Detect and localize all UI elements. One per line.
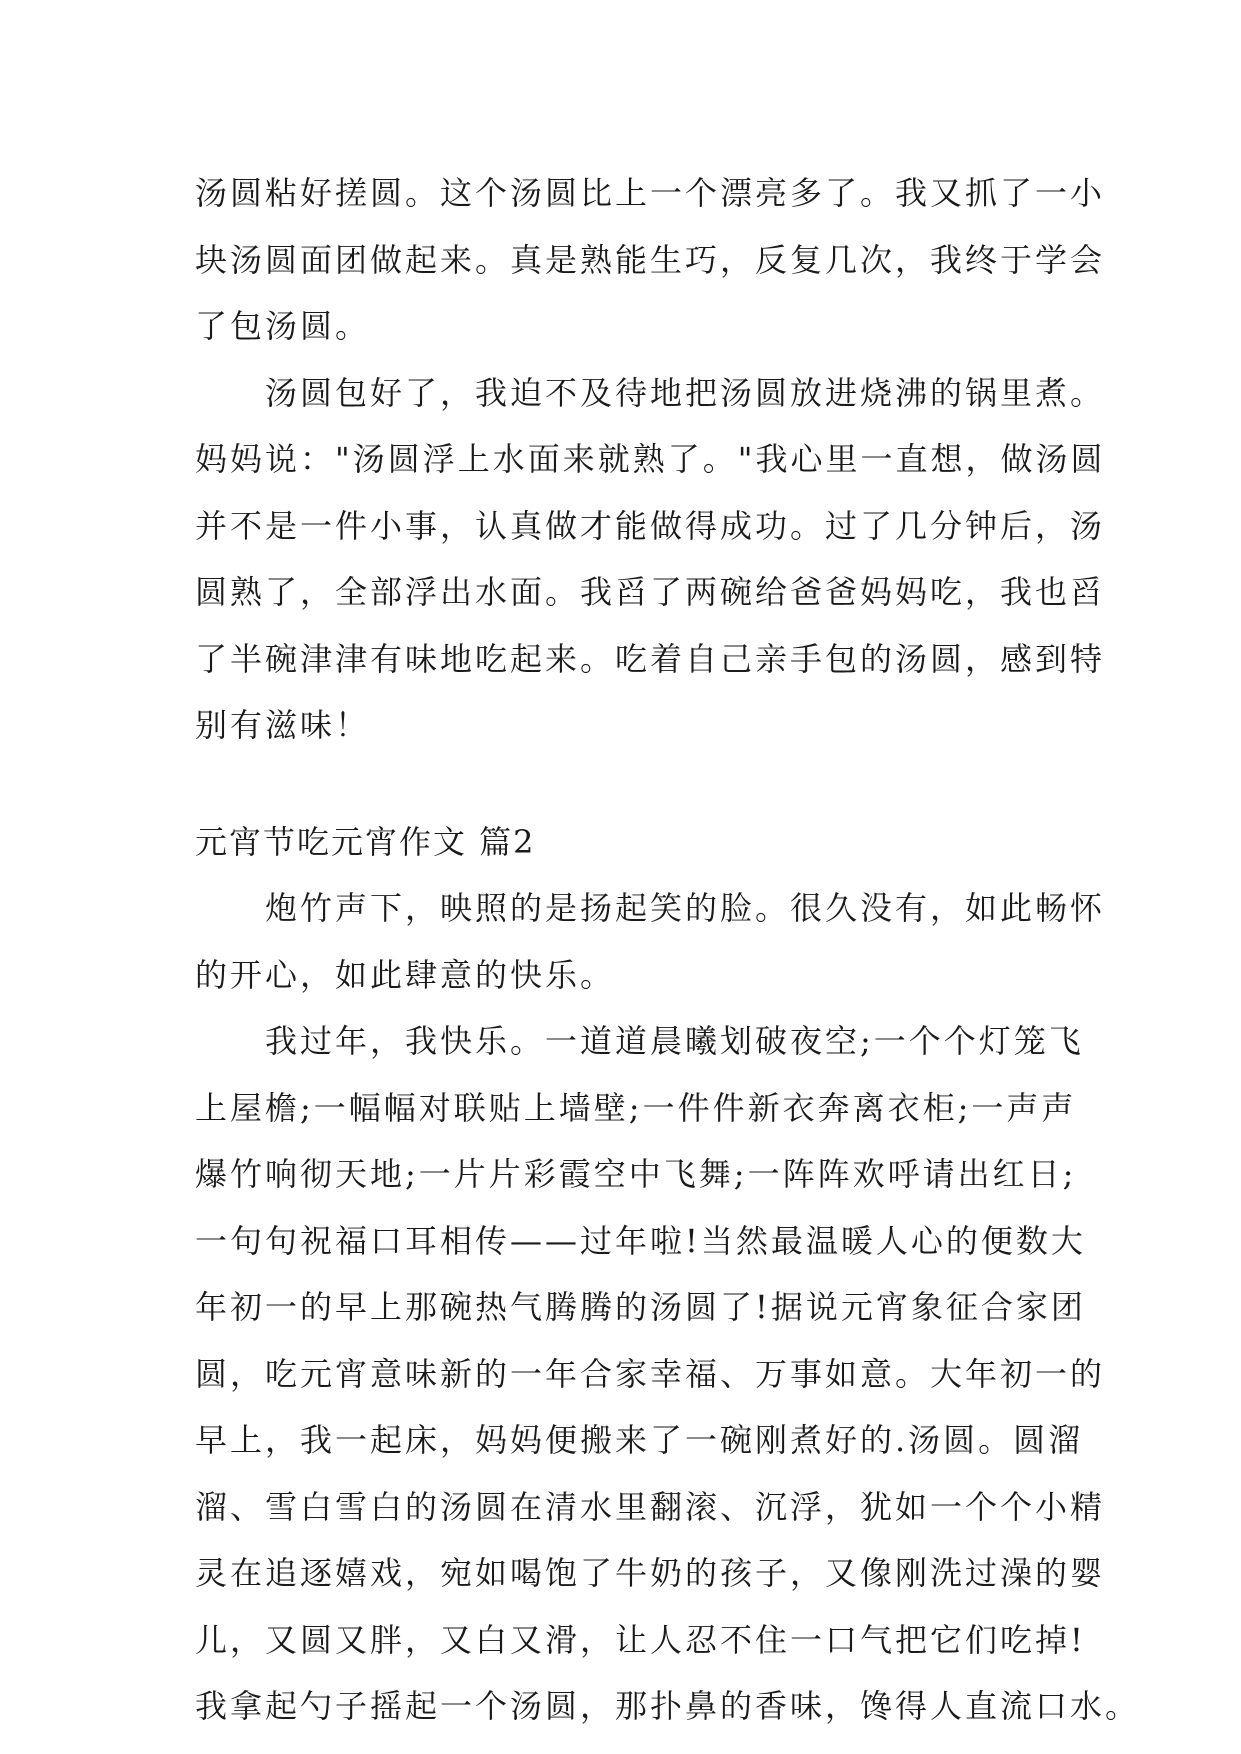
text-line: 年初一的早上那碗热气腾腾的汤圆了!据说元宵象征合家团 — [195, 1288, 1086, 1326]
text-line: 上屋檐;一幅幅对联贴上墙壁;一件件新衣奔离衣柜;一声声 — [195, 1088, 1077, 1127]
text-line: 圆熟了，全部浮出水面。我舀了两碗给爸爸妈妈吃，我也舀 — [195, 573, 1106, 611]
text-line: 块汤圆面团做起来。真是熟能生巧，反复几次，我终于学会 — [195, 240, 1106, 279]
text-line: 炮竹声下，映照的是扬起笑的脸。很久没有，如此畅怀 — [265, 889, 1106, 927]
text-line: 爆竹响彻天地;一片片彩霞空中飞舞;一阵阵欢呼请出红日; — [195, 1155, 1077, 1193]
text-line: 并不是一件小事，认真做才能做得成功。过了几分钟后，汤 — [195, 506, 1106, 545]
text-line: 儿，又圆又胖，又白又滑，让人忍不住一口气把它们吃掉! — [195, 1620, 1086, 1659]
text-line: 别有滋味！ — [195, 706, 371, 744]
section-heading: 元宵节吃元宵作文 篇2 — [195, 822, 536, 861]
paragraph — [195, 1008, 1141, 1740]
text-line: 我拿起勺子摇起一个汤圆，那扑鼻的香味，馋得人直流口水。 — [195, 1687, 1141, 1725]
continued-paragraph — [195, 160, 1106, 360]
text-line: 汤圆包好了，我迫不及待地把汤圆放进烧沸的锅里煮。 — [265, 373, 1106, 412]
document-body — [195, 160, 1141, 1740]
paragraph — [195, 875, 1106, 1008]
text-line: 圆，吃元宵意味新的一年合家幸福、万事如意。大年初一的 — [195, 1354, 1106, 1393]
text-line: 了半碗津津有味地吃起来。吃着自己亲手包的汤圆，感到特 — [195, 639, 1106, 678]
text-line: 的开心，如此肆意的快乐。 — [195, 955, 616, 994]
section-gap — [195, 759, 1075, 809]
text-line: 溜、雪白雪白的汤圆在清水里翻滚、沉浮，犹如一个个小精 — [195, 1487, 1106, 1526]
text-line: 灵在追逐嬉戏，宛如喝饱了牛奶的孩子，又像刚洗过澡的婴 — [195, 1554, 1106, 1592]
text-line: 早上，我一起床，妈妈便搬来了一碗刚煮好的.汤圆。圆溜 — [195, 1421, 1084, 1459]
text-line: 了包汤圆。 — [195, 307, 371, 345]
text-line: 我过年，我快乐。一道道晨曦划破夜空;一个个灯笼飞 — [265, 1022, 1084, 1060]
text-line: 一句句祝福口耳相传——过年啦!当然最温暖人心的便数大 — [195, 1221, 1086, 1260]
text-line: 汤圆粘好搓圆。这个汤圆比上一个漂亮多了。我又抓了一小 — [195, 174, 1106, 212]
text-line: 妈妈说："汤圆浮上水面来就熟了。"我心里一直想，做汤圆 — [195, 440, 1106, 478]
paragraph — [195, 360, 1106, 759]
